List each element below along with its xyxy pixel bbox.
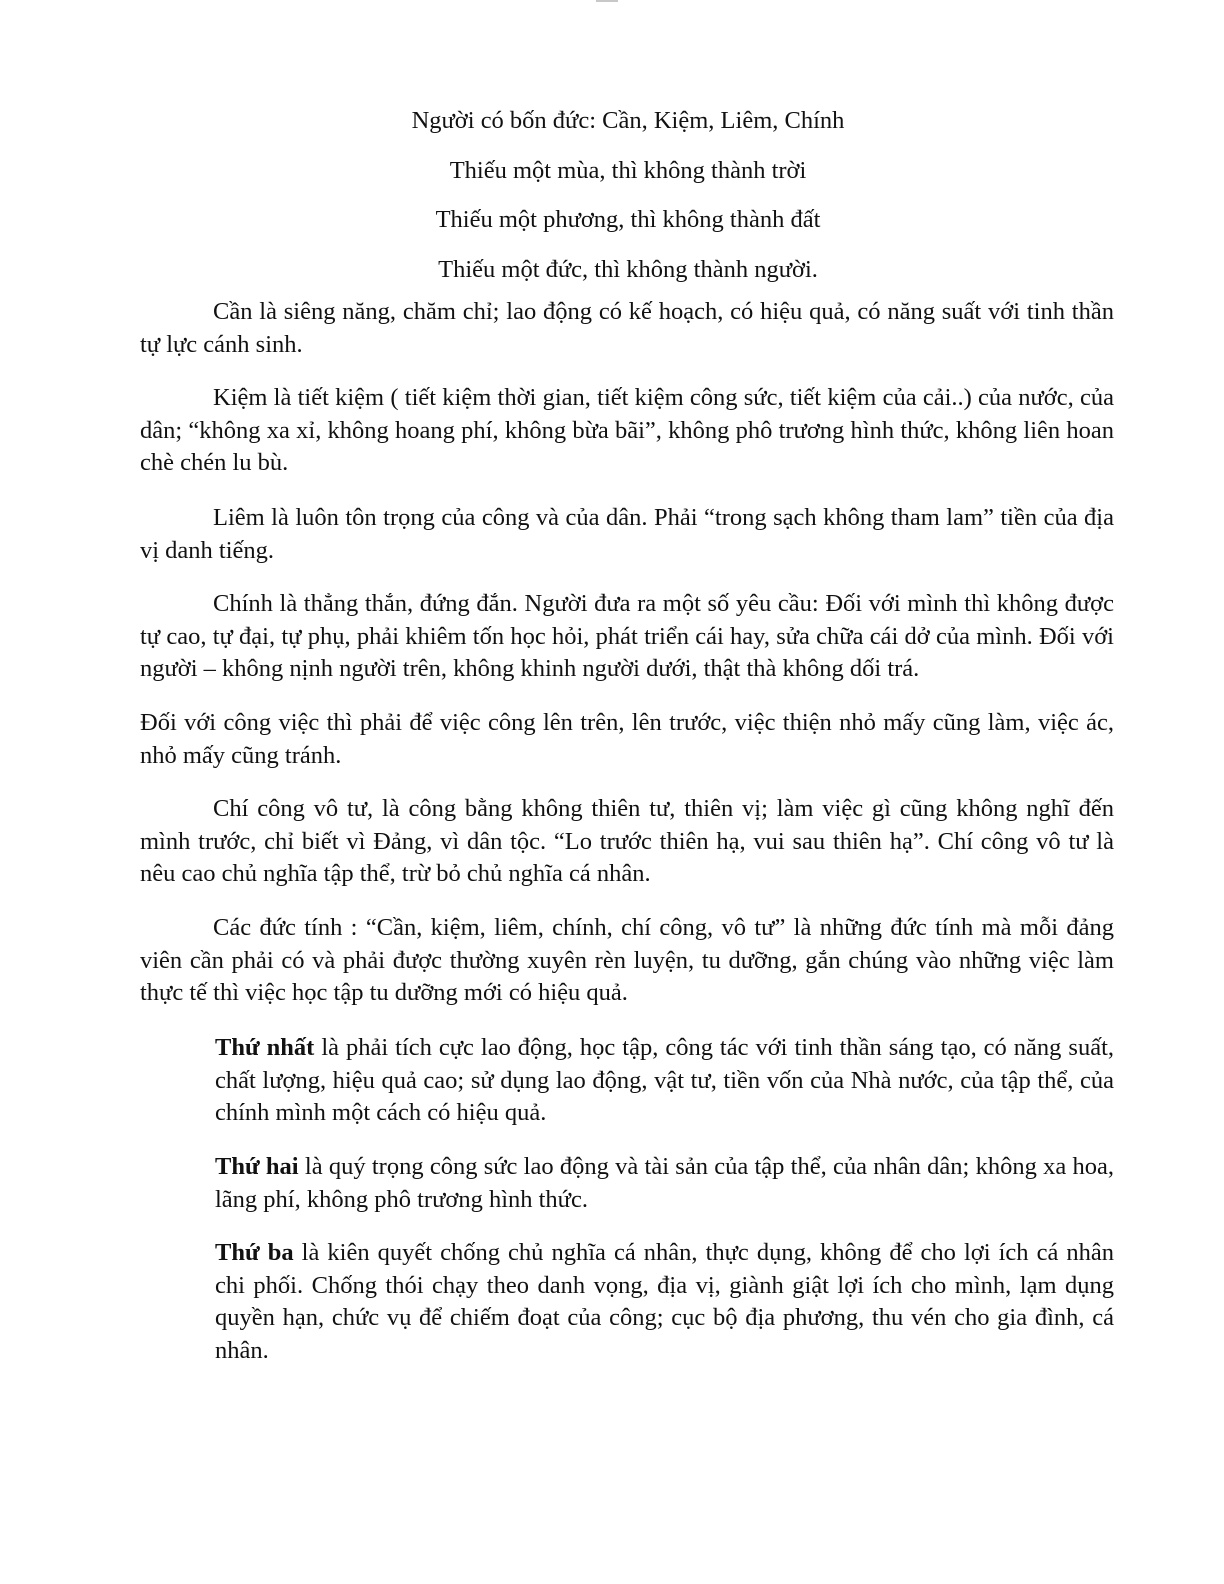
paragraph-can: Cần là siêng năng, chăm chỉ; lao động có kế hoạch, có hiệu quả, có năng suất với tinh thần tự lực cánh sinh. <box>140 298 1114 358</box>
list-item-text: là phải tích cực lao động, học tập, công tác với tinh thần sáng tạo, có năng suất, chất lượng, hiệu quả cao; sử dụng lao động, vật tư, tiền vốn của Nhà nước, của tập thể, của chính mình một cách có hiệu quả. <box>215 1034 1114 1126</box>
poem-line: Người có bốn đức: Cần, Kiệm, Liêm, Chính <box>411 107 845 134</box>
poem-line: Thiếu một phương, thì không thành đất <box>435 206 821 233</box>
paragraph-chi-cong: Chí công vô tư, là công bằng không thiên tư, thiên vị; làm việc gì cũng không nghĩ đến mình trước, chỉ biết vì Đảng, vì dân tộc. “Lo trước thiên hạ, vui sau thiên hạ”. Chí công vô tư là nêu cao chủ nghĩa tập thể, trừ bỏ chủ nghĩa cá nhân. <box>140 795 1114 887</box>
list-item-text: là kiên quyết chống chủ nghĩa cá nhân, thực dụng, không để cho lợi ích cá nhân chi phối. Chống thói chạy theo danh vọng, địa vị, giành giật lợi ích cho mình, lạm dụng quyền hạn, chức vụ để chiếm đoạt của công; cục bộ địa phương, thu vén cho gia đình, cá nhân. <box>215 1239 1114 1364</box>
poem-line: Thiếu một đức, thì không thành người. <box>438 255 818 283</box>
list-item-text: là quý trọng công sức lao động và tài sản của tập thể, của nhân dân; không xa hoa, lãng phí, không phô trương hình thức. <box>215 1153 1114 1213</box>
poem-line: Thiếu một mùa, thì không thành trời <box>449 156 807 184</box>
list-item-lead: Thứ nhất <box>215 1034 315 1061</box>
list-item-lead: Thứ hai <box>215 1153 299 1180</box>
paragraph-duc-tinh: Các đức tính : “Cần, kiệm, liêm, chính, chí công, vô tư” là những đức tính mà mỗi đảng viên cần phải có và phải được thường xuyên rèn luyện, tu dưỡng, gắn chúng vào những việc làm thực tế thì việc học tập tu dưỡng mới có hiệu quả. <box>140 914 1114 1006</box>
paragraph-liem: Liêm là luôn tôn trọng của công và của dân. Phải “trong sạch không tham lam” tiền của địa vị danh tiếng. <box>140 504 1114 564</box>
list-item-thu-hai <box>215 1151 1114 1216</box>
header-mark <box>596 0 618 2</box>
list-item-thu-ba <box>215 1237 1114 1367</box>
list-item-lead: Thứ ba <box>215 1239 294 1266</box>
paragraph-kiem: Kiệm là tiết kiệm ( tiết kiệm thời gian, tiết kiệm công sức, tiết kiệm của cải..) của nước, của dân; “không xa xỉ, không hoang phí, không bừa bãi”, không phô trương hình thức, không liên hoan chè chén lu bù. <box>140 384 1114 476</box>
paragraph-chinh: Chính là thẳng thắn, đứng đắn. Người đưa ra một số yêu cầu: Đối với mình thì không được tự cao, tự đại, tự phụ, phải khiêm tốn học hỏi, phát triển cái hay, sửa chữa cái dở của mình. Đối với người – không nịnh người trên, không khinh người dưới, thật thà không dối trá. <box>140 590 1114 682</box>
poem-block <box>140 96 1116 294</box>
list-item-thu-nhat <box>215 1032 1114 1130</box>
paragraph-cong-viec: Đối với công việc thì phải để việc công lên trên, lên trước, việc thiện nhỏ mấy cũng làm, việc ác, nhỏ mấy cũng tránh. <box>140 709 1114 769</box>
